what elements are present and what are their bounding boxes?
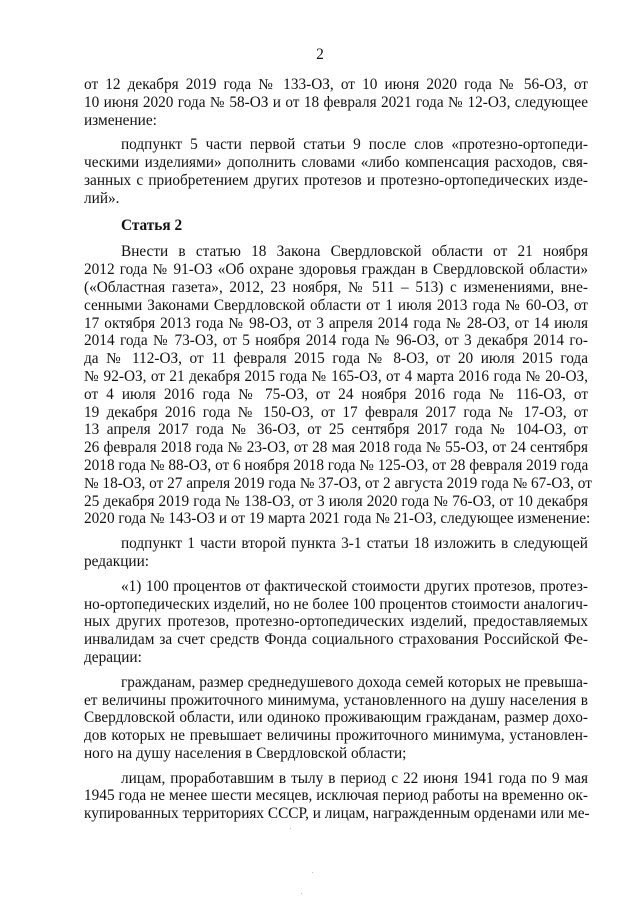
text-line: подпункт 5 части первой статьи 9 после слов «протезно-ортопеди- bbox=[121, 136, 588, 154]
page-number: 2 bbox=[316, 46, 324, 63]
text-line: № 18-ОЗ, от 27 апреля 2019 года № 37-ОЗ, от 2 августа 2019 года № 67-ОЗ, от bbox=[84, 474, 592, 492]
text-line: Свердловской области, или одиноко проживающим гражданам, размер дохо- bbox=[84, 709, 588, 727]
text-line: 17 октября 2013 года № 98-ОЗ, от 3 апреля 2014 года № 28-ОЗ, от 14 июля bbox=[84, 314, 588, 332]
text-line: ных других протезов, протезно-ортопедических изделий, предоставляемых bbox=[84, 613, 588, 631]
text-line: от 4 июля 2016 года № 75-ОЗ, от 24 ноября 2016 года № 116-ОЗ, от bbox=[84, 385, 588, 403]
text-line: лицам, проработавшим в тылу в период с 22 июня 1941 года по 9 мая bbox=[121, 769, 588, 787]
text-line: 10 июня 2020 года № 58-ОЗ и от 18 февраля 2021 года № 12-ОЗ, следующее bbox=[84, 93, 588, 111]
text-line: 2014 года № 73-ОЗ, от 5 ноября 2014 года № 96-ОЗ, от 3 декабря 2014 го- bbox=[84, 332, 588, 350]
text-line: 13 апреля 2017 года № 36-ОЗ, от 25 сентября 2017 года № 104-ОЗ, от bbox=[84, 421, 588, 439]
text-line: «1) 100 процентов от фактической стоимости других протезов, протез- bbox=[121, 577, 588, 595]
text-line: изменение: bbox=[84, 111, 157, 129]
text-line: 2018 года № 88-ОЗ, от 6 ноября 2018 года № 125-ОЗ, от 28 февраля 2019 года bbox=[84, 456, 589, 474]
text-line: подпункт 1 части второй пункта 3-1 статьи 18 изложить в следующей bbox=[121, 535, 588, 553]
text-line: 2020 года № 143-ОЗ и от 19 марта 2021 года № 21-ОЗ, следующее изменение: bbox=[84, 510, 591, 528]
text-line: («Областная газета», 2012, 23 ноября, № 511 – 513) с изменениями, вне- bbox=[84, 278, 588, 296]
scan-speck bbox=[312, 872, 313, 873]
text-line: дов которых не превышает величины прожиточного минимума, установлен- bbox=[84, 727, 588, 745]
scan-speck bbox=[301, 893, 302, 894]
text-line: ческими изделиями» дополнить словами «либо компенсация расходов, свя- bbox=[84, 154, 588, 172]
text-line: Внести в статью 18 Закона Свердловской области от 21 ноября bbox=[121, 243, 588, 261]
text-line: да № 112-ОЗ, от 11 февраля 2015 года № 8-ОЗ, от 20 июля 2015 года bbox=[84, 350, 588, 368]
text-line: 19 декабря 2016 года № 150-ОЗ, от 17 февраля 2017 года № 17-ОЗ, от bbox=[84, 403, 588, 421]
text-line: 1945 года не менее шести месяцев, исключая период работы на временно ок- bbox=[84, 787, 588, 805]
article-heading: Статья 2 bbox=[121, 216, 183, 234]
paragraph-article-18-amendments bbox=[84, 243, 592, 528]
text-line: купированных территориях СССР, и лицам, награжденным орденами или ме- bbox=[84, 805, 590, 823]
paragraph-home-front-workers bbox=[84, 770, 588, 823]
text-line: от 12 декабря 2019 года № 133-ОЗ, от 10 июня 2020 года № 56-ОЗ, от bbox=[84, 76, 588, 93]
paragraph-subclause-1-edit bbox=[84, 535, 588, 571]
text-line: гражданам, размер среднедушевого дохода семей которых не превыша- bbox=[121, 673, 588, 691]
text-line: лий». bbox=[84, 189, 120, 207]
paragraph-low-income-citizens bbox=[84, 674, 588, 763]
text-line: 2012 года № 91-ОЗ «Об охране здоровья граждан в Свердловской области» bbox=[84, 261, 588, 279]
text-line: редакции: bbox=[84, 552, 150, 570]
text-line: ного на душу населения в Свердловской области; bbox=[84, 744, 407, 762]
scan-speck bbox=[290, 828, 291, 829]
text-line: сенными Законами Свердловской области от 1 июля 2013 года № 60-ОЗ, от bbox=[84, 296, 588, 314]
paragraph-subclause-5 bbox=[84, 136, 588, 207]
text-line: ет величины прожиточного минимума, установленного на душу населения в bbox=[84, 691, 588, 709]
text-line: 25 декабря 2019 года № 138-ОЗ, от 3 июля 2020 года № 76-ОЗ, от 10 декабря bbox=[84, 492, 588, 510]
paragraph-amended-laws-list bbox=[84, 76, 588, 129]
text-line: 26 февраля 2018 года № 23-ОЗ, от 28 мая 2018 года № 55-ОЗ, от 24 сентября bbox=[84, 439, 588, 457]
text-line: дерации: bbox=[84, 648, 142, 666]
text-line: занных с приобретением других протезов и протезно-ортопедических изде- bbox=[84, 171, 588, 189]
paragraph-100-percent bbox=[84, 578, 588, 667]
text-line: № 92-ОЗ, от 21 декабря 2015 года № 165-ОЗ, от 4 марта 2016 года № 20-ОЗ, bbox=[84, 367, 588, 385]
document-body bbox=[84, 76, 592, 823]
text-line: но-ортопедических изделий, но не более 100 процентов стоимости аналогич- bbox=[84, 595, 588, 613]
text-line: инвалидам за счет средств Фонда социального страхования Российской Фе- bbox=[84, 631, 588, 649]
